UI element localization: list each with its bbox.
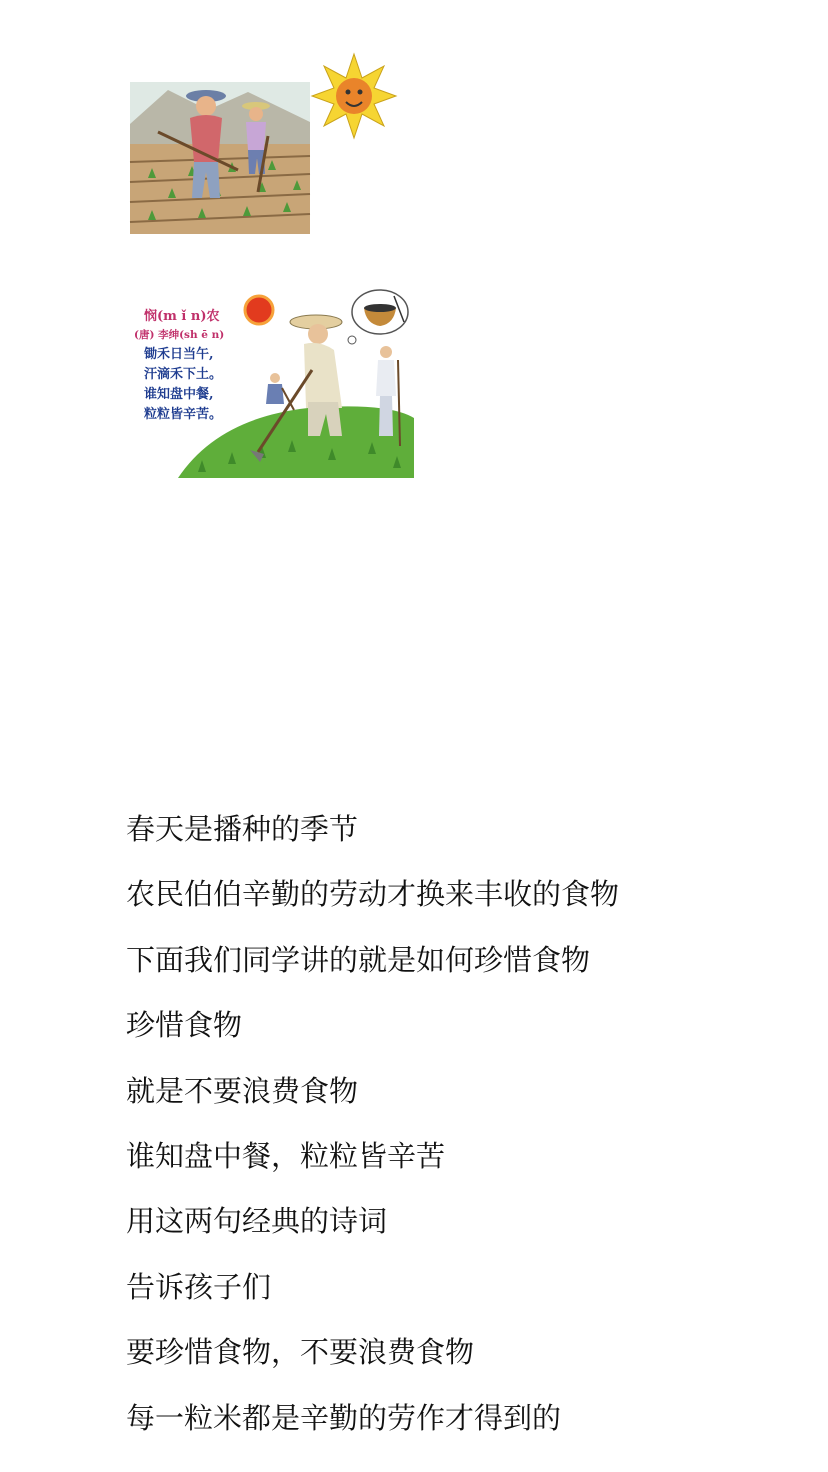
rice-bowl-thought-icon [348,290,408,344]
text-line: 要珍惜食物，不要浪费食物 [126,1335,475,1370]
poem-author: (唐) 李绅(sh ē n) [134,329,225,341]
poem-line-2: 汗滴禾下土。 [144,367,223,382]
red-sun-icon [245,296,273,324]
poem-text-block [134,308,224,422]
article-text-block [126,806,806,1460]
min-nong-poem-illustration [128,282,414,478]
farmers-hoeing-image [128,52,400,238]
text-line: 就是不要浪费食物 [126,1073,359,1108]
farmers-hoeing-illustration [128,52,400,238]
text-line: 农民伯伯辛勤的劳动才换来丰收的食物 [126,877,620,912]
text-line: 春天是播种的季节 [126,812,359,846]
text-line: 珍惜食物 [126,1008,243,1043]
poem-line-4: 粒粒皆辛苦。 [144,407,223,422]
smiling-sun-icon [312,54,396,138]
text-line: 下面我们同学讲的就是如何珍惜食物 [126,942,591,977]
poem-title: 悯(m ǐ n)农 [144,309,220,324]
poem-line-3: 谁知盘中餐, [144,387,214,402]
text-line: 用这两句经典的诗词 [126,1204,388,1239]
text-line: 谁知盘中餐，粒粒皆辛苦 [126,1138,446,1173]
text-line: 每一粒米都是辛勤的劳作才得到的 [126,1400,562,1435]
text-line: 告诉孩子们 [126,1269,272,1304]
poem-line-1: 锄禾日当午, [144,347,214,362]
min-nong-poem-image [128,282,414,478]
